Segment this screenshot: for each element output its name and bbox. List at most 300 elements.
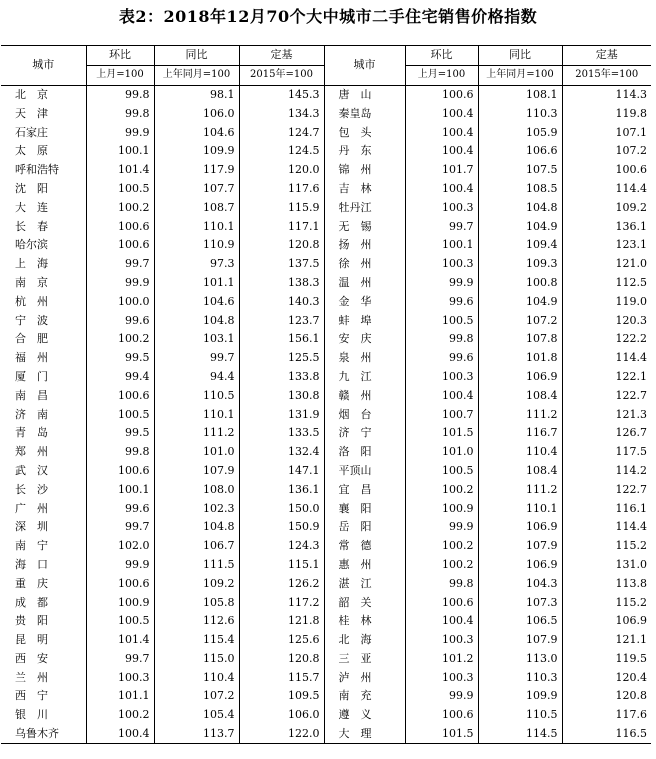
- city-cell-right: 惠 州: [324, 556, 405, 575]
- city-cell-right: 平顶山: [324, 462, 405, 481]
- table-row: [1, 386, 651, 405]
- city-cell-left: 南 宁: [15, 539, 48, 553]
- yoy-cell-left: 117.9: [154, 161, 239, 180]
- mom-cell-left: 100.6: [86, 386, 154, 405]
- mom-cell-right: 100.2: [405, 537, 478, 556]
- base-cell-left: 125.6: [239, 631, 324, 650]
- city-cell-left: 重 庆: [15, 576, 48, 590]
- base-cell-left: 120.8: [239, 650, 324, 669]
- base-cell-left: 120.8: [239, 236, 324, 255]
- table-row: [1, 198, 651, 217]
- base-cell-left: 115.9: [239, 198, 324, 217]
- mom-cell-right: 100.3: [405, 368, 478, 387]
- table-row: [1, 537, 651, 556]
- mom-cell-right: 100.6: [405, 593, 478, 612]
- yoy-cell-right: 101.8: [478, 349, 562, 368]
- city-cell-left: 深 圳: [15, 520, 48, 534]
- base-cell-right: 116.1: [562, 499, 651, 518]
- yoy-cell-left: 111.5: [154, 556, 239, 575]
- city-cell-left: 成 都: [15, 595, 48, 609]
- mom-cell-right: 100.3: [405, 198, 478, 217]
- yoy-cell-right: 106.5: [478, 612, 562, 631]
- base-cell-right: 122.1: [562, 368, 651, 387]
- city-cell-right: 湛 江: [324, 574, 405, 593]
- city-header-right: 城市: [324, 46, 405, 86]
- mom-cell-right: 99.7: [405, 217, 478, 236]
- table-row: [1, 687, 651, 706]
- table-row: [1, 85, 651, 104]
- base-cell-left: 126.2: [239, 574, 324, 593]
- table-row: [1, 574, 651, 593]
- base-cell-left: 109.5: [239, 687, 324, 706]
- yoy-cell-left: 98.1: [154, 85, 239, 104]
- city-cell-left: 南 昌: [15, 388, 48, 402]
- yoy-cell-left: 104.8: [154, 518, 239, 537]
- base-cell-left: 138.3: [239, 274, 324, 293]
- city-cell-right: 常 德: [324, 537, 405, 556]
- city-cell-left: 海 口: [15, 557, 48, 571]
- mom-header-right: 环比: [405, 46, 478, 66]
- city-cell-left: 西 宁: [15, 689, 48, 703]
- city-cell-left: 昆 明: [15, 633, 48, 647]
- city-cell-right: 赣 州: [324, 386, 405, 405]
- mom-cell-right: 99.8: [405, 330, 478, 349]
- yoy-cell-left: 115.0: [154, 650, 239, 669]
- yoy-cell-left: 106.0: [154, 104, 239, 123]
- mom-cell-left: 100.6: [86, 574, 154, 593]
- table-row: [1, 104, 651, 123]
- base-cell-right: 122.7: [562, 480, 651, 499]
- base-cell-right: 117.6: [562, 706, 651, 725]
- yoy-cell-right: 107.3: [478, 593, 562, 612]
- city-cell-left: 郑 州: [15, 445, 48, 459]
- yoy-cell-left: 112.6: [154, 612, 239, 631]
- base-cell-right: 117.5: [562, 443, 651, 462]
- city-cell-left: 乌鲁木齐: [1, 725, 86, 744]
- city-cell-left: 福 州: [15, 351, 48, 365]
- city-cell-right: 襄 阳: [324, 499, 405, 518]
- city-cell-right: 大 理: [324, 725, 405, 744]
- yoy-cell-left: 104.6: [154, 292, 239, 311]
- city-cell-left: 呼和浩特: [15, 163, 59, 177]
- city-cell-right: 泉 州: [324, 349, 405, 368]
- city-cell-left: 石家庄: [15, 125, 48, 139]
- city-cell-left: 广 州: [15, 501, 48, 515]
- mom-cell-right: 100.2: [405, 556, 478, 575]
- base-cell-right: 120.4: [562, 668, 651, 687]
- base-cell-right: 122.2: [562, 330, 651, 349]
- mom-cell-left: 99.9: [86, 123, 154, 142]
- yoy-cell-right: 113.0: [478, 650, 562, 669]
- city-cell-right: 包 头: [324, 123, 405, 142]
- city-cell-right: 遵 义: [324, 706, 405, 725]
- mom-cell-right: 100.6: [405, 85, 478, 104]
- mom-cell-right: 99.6: [405, 292, 478, 311]
- mom-cell-right: 99.6: [405, 349, 478, 368]
- yoy-cell-right: 104.9: [478, 292, 562, 311]
- mom-cell-left: 100.1: [86, 142, 154, 161]
- yoy-cell-left: 110.1: [154, 217, 239, 236]
- yoy-cell-right: 110.5: [478, 706, 562, 725]
- base-cell-right: 120.3: [562, 311, 651, 330]
- yoy-header-right: 同比: [478, 46, 562, 66]
- mom-cell-left: 100.5: [86, 405, 154, 424]
- city-cell-right: 丹 东: [324, 142, 405, 161]
- mom-cell-right: 100.4: [405, 142, 478, 161]
- yoy-cell-left: 109.2: [154, 574, 239, 593]
- base-cell-left: 133.5: [239, 424, 324, 443]
- base-cell-right: 120.8: [562, 687, 651, 706]
- mom-cell-right: 100.3: [405, 255, 478, 274]
- yoy-cell-right: 106.6: [478, 142, 562, 161]
- mom-cell-left: 100.6: [86, 236, 154, 255]
- mom-cell-left: 99.8: [86, 104, 154, 123]
- base-cell-right: 113.8: [562, 574, 651, 593]
- yoy-cell-left: 104.8: [154, 311, 239, 330]
- city-cell-right: 南 充: [324, 687, 405, 706]
- mom-subheader: 上月=100: [86, 65, 154, 85]
- city-cell-left: 青 岛: [15, 426, 48, 440]
- city-cell-right: 温 州: [324, 274, 405, 293]
- city-cell-right: 扬 州: [324, 236, 405, 255]
- city-cell-left: 贵 阳: [15, 614, 48, 628]
- base-cell-left: 140.3: [239, 292, 324, 311]
- yoy-cell-right: 108.4: [478, 462, 562, 481]
- city-cell-right: 安 庆: [324, 330, 405, 349]
- mom-cell-right: 100.2: [405, 480, 478, 499]
- mom-cell-right: 100.7: [405, 405, 478, 424]
- table-row: [1, 443, 651, 462]
- base-cell-left: 123.7: [239, 311, 324, 330]
- table-row: [1, 311, 651, 330]
- city-cell-left: 上 海: [15, 257, 48, 271]
- yoy-cell-right: 110.1: [478, 499, 562, 518]
- city-cell-right: 韶 关: [324, 593, 405, 612]
- yoy-cell-left: 94.4: [154, 368, 239, 387]
- city-cell-left: 厦 门: [15, 369, 48, 383]
- yoy-cell-left: 110.9: [154, 236, 239, 255]
- mom-cell-left: 99.7: [86, 650, 154, 669]
- base-cell-right: 115.2: [562, 537, 651, 556]
- yoy-cell-left: 108.7: [154, 198, 239, 217]
- yoy-cell-right: 100.8: [478, 274, 562, 293]
- city-cell-left: 沈 阳: [15, 181, 48, 195]
- yoy-cell-left: 108.0: [154, 480, 239, 499]
- mom-cell-left: 100.2: [86, 330, 154, 349]
- city-cell-left: 南 京: [15, 275, 48, 289]
- mom-cell-right: 100.4: [405, 180, 478, 199]
- yoy-cell-left: 103.1: [154, 330, 239, 349]
- base-cell-right: 136.1: [562, 217, 651, 236]
- mom-cell-left: 100.2: [86, 706, 154, 725]
- base-cell-right: 121.3: [562, 405, 651, 424]
- city-cell-left: 武 汉: [15, 463, 48, 477]
- base-cell-right: 114.4: [562, 180, 651, 199]
- mom-cell-right: 100.6: [405, 706, 478, 725]
- yoy-cell-left: 107.2: [154, 687, 239, 706]
- city-cell-right: 徐 州: [324, 255, 405, 274]
- city-cell-left: 哈尔滨: [15, 238, 48, 252]
- base-cell-right: 107.1: [562, 123, 651, 142]
- city-cell-left: 兰 州: [15, 670, 48, 684]
- yoy-cell-right: 104.8: [478, 198, 562, 217]
- city-cell-right: 烟 台: [324, 405, 405, 424]
- mom-cell-left: 99.9: [86, 274, 154, 293]
- yoy-cell-right: 109.9: [478, 687, 562, 706]
- city-cell-left: 西 安: [15, 651, 48, 665]
- base-cell-right: 114.2: [562, 462, 651, 481]
- city-cell-right: 北 海: [324, 631, 405, 650]
- table-row: [1, 142, 651, 161]
- table-row: [1, 518, 651, 537]
- mom-cell-right: 100.4: [405, 104, 478, 123]
- base-cell-right: 123.1: [562, 236, 651, 255]
- base-cell-left: 106.0: [239, 706, 324, 725]
- yoy-cell-right: 111.2: [478, 480, 562, 499]
- mom-cell-left: 99.8: [86, 85, 154, 104]
- yoy-cell-right: 108.4: [478, 386, 562, 405]
- city-cell-left: 长 春: [15, 219, 48, 233]
- table-row: [1, 499, 651, 518]
- mom-cell-left: 99.5: [86, 424, 154, 443]
- table-row: [1, 556, 651, 575]
- yoy-cell-left: 110.1: [154, 405, 239, 424]
- mom-cell-left: 99.5: [86, 349, 154, 368]
- yoy-cell-right: 108.1: [478, 85, 562, 104]
- base-subheader: 2015年=100: [239, 65, 324, 85]
- base-cell-right: 116.5: [562, 725, 651, 744]
- base-header: 定基: [239, 46, 324, 66]
- mom-cell-left: 100.4: [86, 725, 154, 744]
- mom-cell-right: 100.5: [405, 311, 478, 330]
- mom-cell-left: 101.1: [86, 687, 154, 706]
- base-cell-left: 134.3: [239, 104, 324, 123]
- mom-cell-right: 99.9: [405, 274, 478, 293]
- base-cell-right: 119.0: [562, 292, 651, 311]
- yoy-cell-left: 105.4: [154, 706, 239, 725]
- city-cell-right: 牡丹江: [324, 198, 405, 217]
- base-cell-right: 122.7: [562, 386, 651, 405]
- yoy-cell-left: 110.5: [154, 386, 239, 405]
- mom-cell-right: 99.8: [405, 574, 478, 593]
- base-cell-left: 150.9: [239, 518, 324, 537]
- base-cell-left: 133.8: [239, 368, 324, 387]
- yoy-subheader-right: 上年同月=100: [478, 65, 562, 85]
- mom-cell-left: 99.6: [86, 499, 154, 518]
- mom-cell-right: 100.3: [405, 631, 478, 650]
- city-cell-left: 大 连: [15, 200, 48, 214]
- city-cell-right: 吉 林: [324, 180, 405, 199]
- city-cell-left: 宁 波: [15, 313, 48, 327]
- mom-cell-right: 101.2: [405, 650, 478, 669]
- mom-cell-left: 100.5: [86, 612, 154, 631]
- mom-cell-right: 99.9: [405, 687, 478, 706]
- yoy-cell-left: 115.4: [154, 631, 239, 650]
- table-row: [1, 255, 651, 274]
- mom-cell-left: 100.1: [86, 480, 154, 499]
- base-cell-right: 109.2: [562, 198, 651, 217]
- base-cell-right: 119.5: [562, 650, 651, 669]
- base-cell-left: 117.6: [239, 180, 324, 199]
- yoy-cell-right: 107.9: [478, 631, 562, 650]
- base-subheader-right: 2015年=100: [562, 65, 651, 85]
- mom-cell-right: 101.0: [405, 443, 478, 462]
- yoy-header: 同比: [154, 46, 239, 66]
- mom-cell-left: 100.6: [86, 462, 154, 481]
- base-cell-right: 106.9: [562, 612, 651, 631]
- yoy-cell-right: 106.9: [478, 368, 562, 387]
- base-cell-right: 131.0: [562, 556, 651, 575]
- table-row: [1, 405, 651, 424]
- yoy-cell-left: 107.9: [154, 462, 239, 481]
- base-cell-left: 125.5: [239, 349, 324, 368]
- yoy-cell-right: 104.9: [478, 217, 562, 236]
- yoy-cell-right: 114.5: [478, 725, 562, 744]
- mom-cell-left: 100.3: [86, 668, 154, 687]
- table-row: [1, 612, 651, 631]
- base-cell-right: 114.3: [562, 85, 651, 104]
- city-header: 城市: [1, 46, 86, 86]
- city-cell-right: 秦皇岛: [324, 104, 405, 123]
- table-row: [1, 349, 651, 368]
- yoy-cell-left: 101.1: [154, 274, 239, 293]
- base-cell-left: 124.3: [239, 537, 324, 556]
- yoy-cell-right: 104.3: [478, 574, 562, 593]
- city-cell-right: 蚌 埠: [324, 311, 405, 330]
- mom-cell-left: 99.9: [86, 556, 154, 575]
- base-header-right: 定基: [562, 46, 651, 66]
- mom-cell-right: 100.4: [405, 123, 478, 142]
- mom-cell-right: 100.4: [405, 386, 478, 405]
- table-row: [1, 123, 651, 142]
- city-cell-right: 岳 阳: [324, 518, 405, 537]
- city-cell-left: 天 津: [15, 106, 48, 120]
- yoy-cell-right: 107.8: [478, 330, 562, 349]
- yoy-subheader: 上年同月=100: [154, 65, 239, 85]
- mom-cell-right: 99.9: [405, 518, 478, 537]
- mom-cell-left: 100.6: [86, 217, 154, 236]
- city-cell-right: 济 宁: [324, 424, 405, 443]
- base-cell-left: 124.7: [239, 123, 324, 142]
- yoy-cell-left: 107.7: [154, 180, 239, 199]
- table-row: [1, 236, 651, 255]
- yoy-cell-right: 110.3: [478, 668, 562, 687]
- yoy-cell-right: 106.9: [478, 556, 562, 575]
- table-row: [1, 725, 651, 744]
- base-cell-left: 136.1: [239, 480, 324, 499]
- yoy-cell-left: 111.2: [154, 424, 239, 443]
- base-cell-right: 115.2: [562, 593, 651, 612]
- city-cell-right: 锦 州: [324, 161, 405, 180]
- table-row: [1, 706, 651, 725]
- yoy-cell-right: 111.2: [478, 405, 562, 424]
- table-row: [1, 424, 651, 443]
- yoy-cell-left: 105.8: [154, 593, 239, 612]
- yoy-cell-right: 107.2: [478, 311, 562, 330]
- base-cell-right: 126.7: [562, 424, 651, 443]
- mom-cell-left: 99.8: [86, 443, 154, 462]
- city-cell-left: 杭 州: [15, 294, 48, 308]
- base-cell-left: 115.7: [239, 668, 324, 687]
- yoy-cell-right: 106.9: [478, 518, 562, 537]
- yoy-cell-right: 110.3: [478, 104, 562, 123]
- table-body: [1, 85, 651, 744]
- base-cell-left: 117.2: [239, 593, 324, 612]
- table-row: [1, 593, 651, 612]
- base-cell-left: 147.1: [239, 462, 324, 481]
- base-cell-left: 124.5: [239, 142, 324, 161]
- city-cell-right: 唐 山: [324, 85, 405, 104]
- yoy-cell-left: 99.7: [154, 349, 239, 368]
- table-row: [1, 480, 651, 499]
- table-row: [1, 668, 651, 687]
- base-cell-right: 121.1: [562, 631, 651, 650]
- mom-cell-left: 100.5: [86, 180, 154, 199]
- table-row: [1, 330, 651, 349]
- city-cell-right: 桂 林: [324, 612, 405, 631]
- mom-cell-right: 100.3: [405, 668, 478, 687]
- city-cell-left: 银 川: [15, 708, 48, 722]
- city-cell-right: 洛 阳: [324, 443, 405, 462]
- yoy-cell-right: 110.4: [478, 443, 562, 462]
- mom-cell-right: 100.9: [405, 499, 478, 518]
- city-cell-right: 九 江: [324, 368, 405, 387]
- mom-cell-left: 100.0: [86, 292, 154, 311]
- base-cell-left: 156.1: [239, 330, 324, 349]
- city-cell-right: 金 华: [324, 292, 405, 311]
- table-row: [1, 631, 651, 650]
- table-row: [1, 180, 651, 199]
- table-row: [1, 161, 651, 180]
- city-cell-left: 长 沙: [15, 482, 48, 496]
- yoy-cell-left: 109.9: [154, 142, 239, 161]
- city-cell-right: 无 锡: [324, 217, 405, 236]
- page-title: 表2：2018年12月70个大中城市二手住宅销售价格指数: [118, 7, 538, 26]
- base-cell-right: 112.5: [562, 274, 651, 293]
- table-row: [1, 274, 651, 293]
- yoy-cell-right: 109.4: [478, 236, 562, 255]
- mom-cell-right: 101.5: [405, 424, 478, 443]
- yoy-cell-right: 108.5: [478, 180, 562, 199]
- yoy-cell-left: 106.7: [154, 537, 239, 556]
- yoy-cell-left: 102.3: [154, 499, 239, 518]
- mom-cell-right: 100.1: [405, 236, 478, 255]
- base-cell-left: 130.8: [239, 386, 324, 405]
- yoy-cell-left: 104.6: [154, 123, 239, 142]
- mom-cell-right: 101.7: [405, 161, 478, 180]
- yoy-cell-left: 110.4: [154, 668, 239, 687]
- header-row-main: [1, 46, 651, 66]
- base-cell-left: 117.1: [239, 217, 324, 236]
- mom-cell-right: 100.5: [405, 462, 478, 481]
- yoy-cell-left: 97.3: [154, 255, 239, 274]
- mom-cell-left: 99.7: [86, 255, 154, 274]
- mom-cell-left: 100.2: [86, 198, 154, 217]
- yoy-cell-right: 105.9: [478, 123, 562, 142]
- base-cell-right: 119.8: [562, 104, 651, 123]
- yoy-cell-right: 109.3: [478, 255, 562, 274]
- city-cell-right: 泸 州: [324, 668, 405, 687]
- city-cell-right: 宜 昌: [324, 480, 405, 499]
- base-cell-left: 150.0: [239, 499, 324, 518]
- yoy-cell-right: 116.7: [478, 424, 562, 443]
- yoy-cell-right: 107.9: [478, 537, 562, 556]
- base-cell-left: 137.5: [239, 255, 324, 274]
- mom-cell-left: 100.9: [86, 593, 154, 612]
- mom-cell-right: 101.5: [405, 725, 478, 744]
- mom-cell-left: 99.4: [86, 368, 154, 387]
- base-cell-right: 107.2: [562, 142, 651, 161]
